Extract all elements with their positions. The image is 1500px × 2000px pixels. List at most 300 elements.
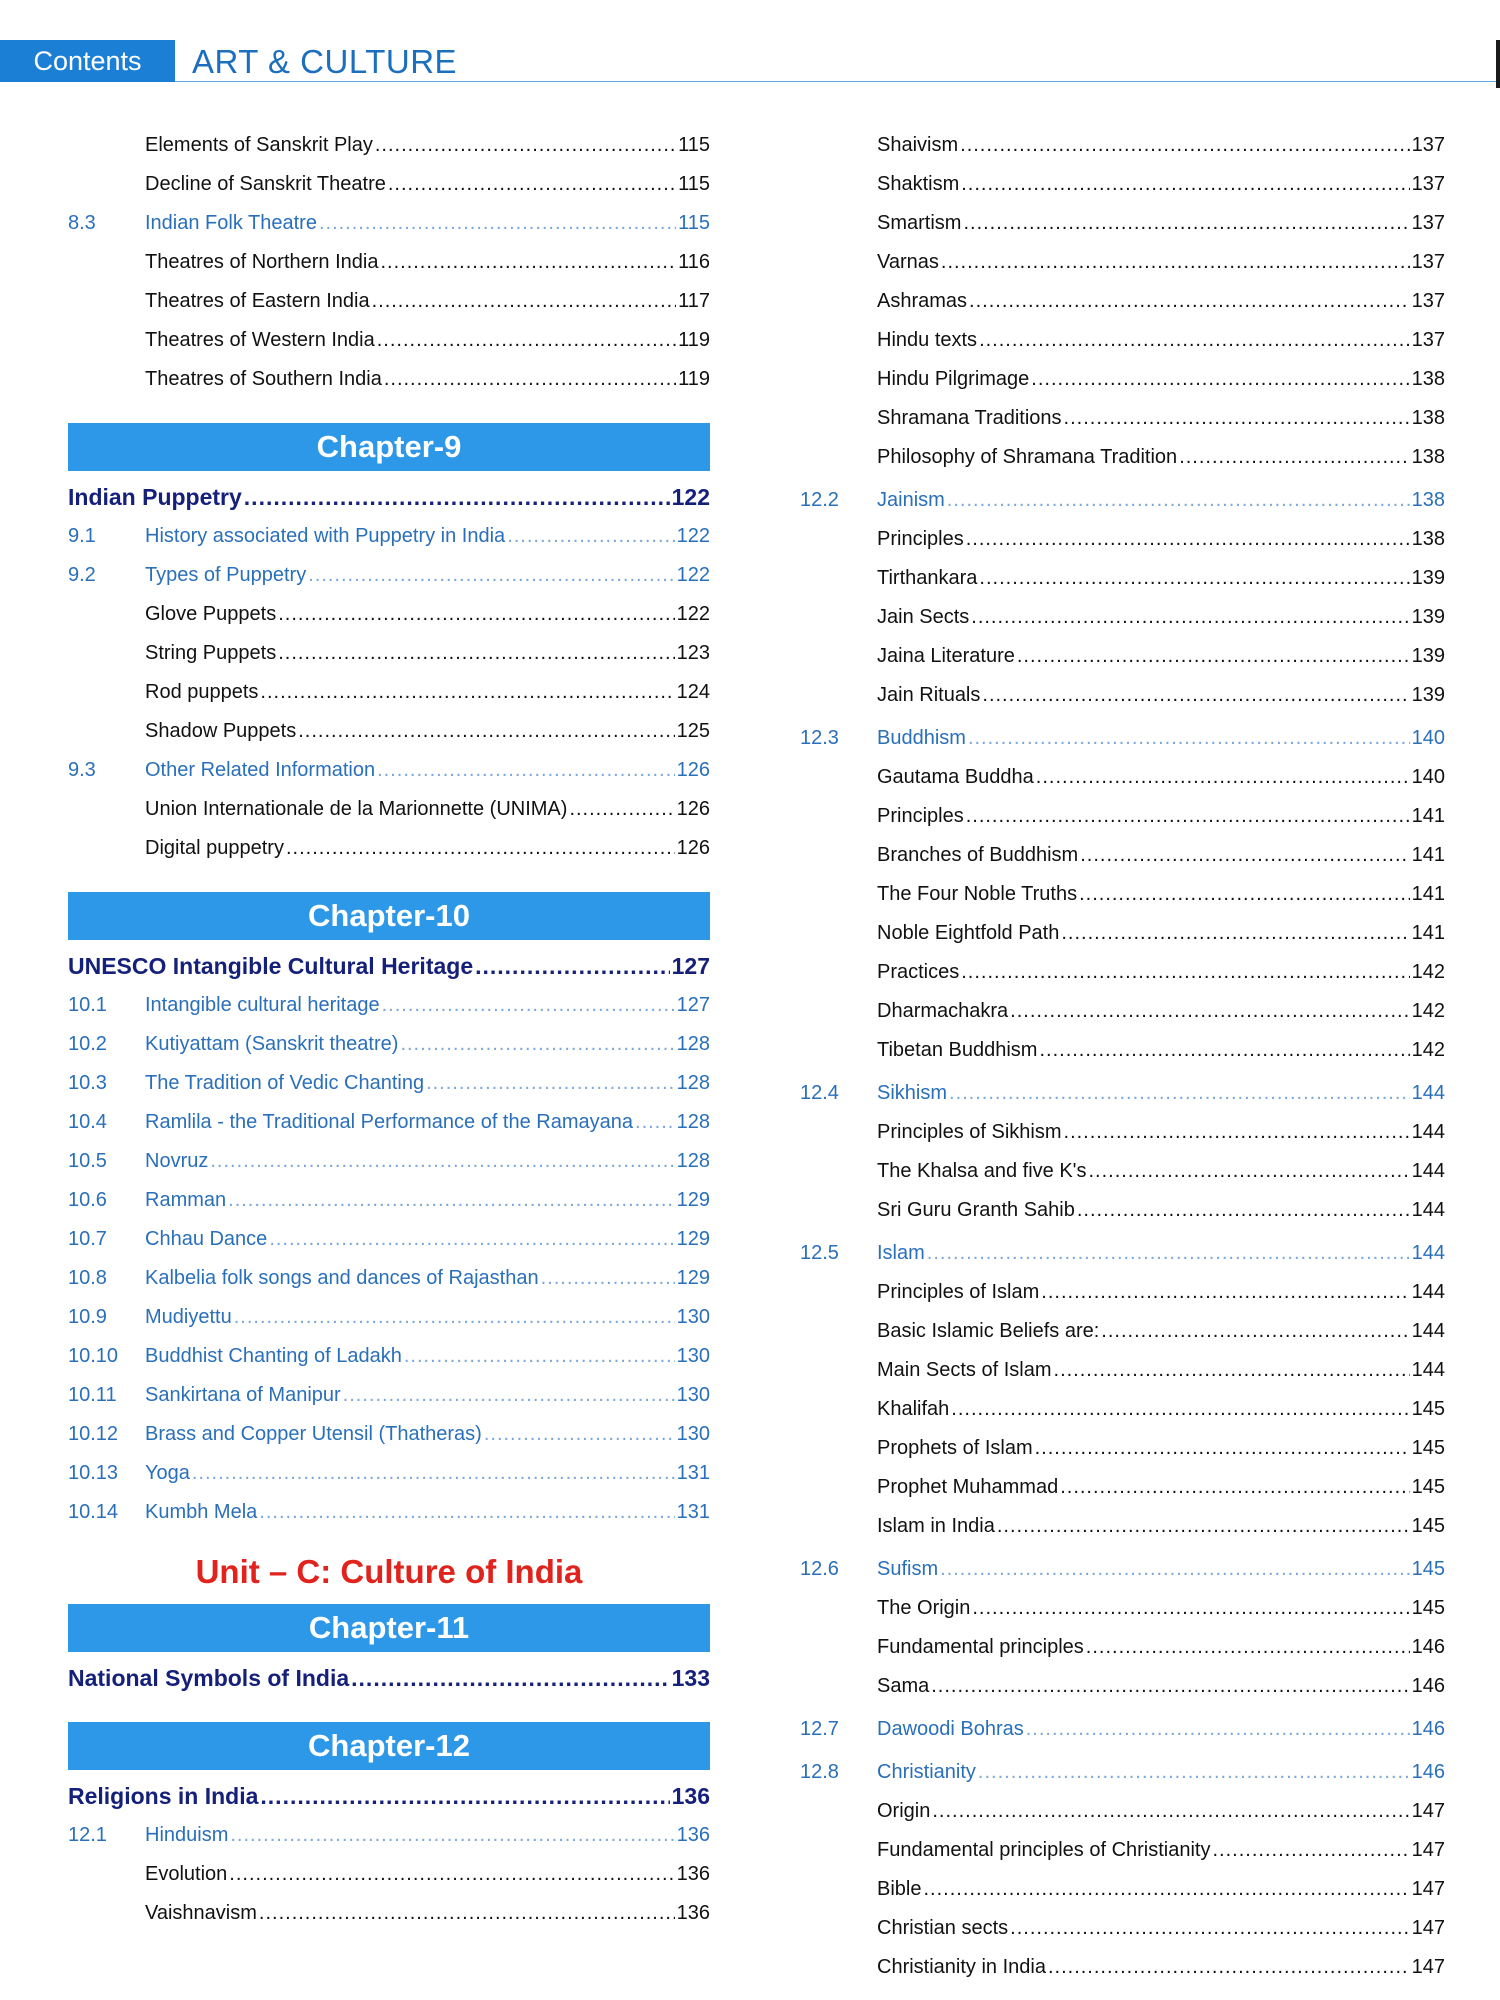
toc-section-entry[interactable] (800, 1234, 1445, 1273)
toc-entry-page-number: 138 (1411, 446, 1445, 468)
toc-item-entry[interactable] (68, 595, 710, 634)
toc-entry-title: Shaivism (877, 134, 959, 156)
toc-section-entry[interactable] (68, 1337, 710, 1376)
toc-chapter-entry[interactable] (68, 477, 710, 517)
toc-item-entry[interactable] (800, 1273, 1445, 1312)
toc-item-entry[interactable] (800, 797, 1445, 836)
toc-entry-page-number: 136 (671, 1783, 710, 1809)
toc-entry-page-number: 136 (676, 1902, 710, 1924)
dot-leader (569, 790, 674, 829)
dot-leader (1064, 1113, 1410, 1152)
dot-leader (244, 477, 670, 517)
dot-leader (979, 321, 1410, 360)
dot-leader (259, 1493, 674, 1532)
dot-leader (960, 126, 1409, 165)
dot-leader (319, 204, 676, 243)
toc-item-entry[interactable] (68, 1894, 710, 1933)
toc-entry-number: 10.10 (68, 1345, 119, 1367)
toc-entry-title: Theatres of Western India (145, 329, 375, 351)
dot-leader (968, 719, 1410, 758)
toc-entry-page-number: 138 (1411, 368, 1445, 390)
dot-leader (1089, 1152, 1410, 1191)
toc-entry-title: Fundamental principles of Christianity (877, 1839, 1211, 1861)
toc-section-entry[interactable] (800, 1753, 1445, 1792)
toc-entry-page-number: 141 (1411, 883, 1445, 905)
toc-entry-number: 10.6 (68, 1189, 107, 1211)
dot-leader (351, 1658, 669, 1698)
toc-section-entry[interactable] (68, 1415, 710, 1454)
dot-leader (947, 481, 1410, 520)
toc-item-entry[interactable] (800, 559, 1445, 598)
toc-entry-title: Christianity (877, 1761, 976, 1783)
toc-entry-page-number: 142 (1411, 961, 1445, 983)
toc-entry-page-number: 137 (1411, 329, 1445, 351)
toc-section-entry[interactable] (68, 204, 710, 243)
toc-section-entry[interactable] (68, 1142, 710, 1181)
dot-leader (1036, 758, 1410, 797)
toc-block-chapter-10 (68, 946, 710, 1532)
page-edge-mark (1496, 40, 1500, 88)
toc-entry-title: Christianity in India (877, 1956, 1046, 1978)
toc-entry-title: Philosophy of Shramana Tradition (877, 446, 1178, 468)
toc-entry-page-number: 137 (1411, 251, 1445, 273)
toc-item-entry[interactable] (800, 1909, 1445, 1948)
toc-entry-title: Christian sects (877, 1917, 1009, 1939)
toc-entry-page-number: 119 (678, 329, 710, 351)
toc-section-entry[interactable] (68, 751, 710, 790)
dot-leader (234, 1298, 675, 1337)
toc-item-entry[interactable] (68, 673, 710, 712)
toc-section-entry[interactable] (68, 1454, 710, 1493)
toc-item-entry[interactable] (800, 1831, 1445, 1870)
toc-entry-title: Kumbh Mela (145, 1501, 258, 1523)
toc-entry-page-number: 145 (1411, 1476, 1445, 1498)
toc-chapter-entry[interactable] (68, 1658, 710, 1698)
toc-entry-title: Hinduism (145, 1824, 229, 1846)
toc-section-entry[interactable] (800, 719, 1445, 758)
toc-item-entry[interactable] (800, 360, 1445, 399)
toc-item-entry[interactable] (800, 875, 1445, 914)
dot-leader (1054, 1351, 1410, 1390)
dot-leader (1039, 1031, 1409, 1070)
toc-item-entry[interactable] (800, 399, 1445, 438)
book-title: ART & CULTURE (192, 43, 458, 80)
toc-entry-page-number: 145 (1411, 1558, 1445, 1580)
dot-leader (1080, 836, 1409, 875)
toc-entry-page-number: 129 (676, 1189, 710, 1211)
toc-entry-page-number: 147 (1411, 1917, 1445, 1939)
toc-section-entry[interactable] (68, 1064, 710, 1103)
toc-entry-number: 9.3 (68, 759, 96, 781)
dot-leader (1041, 1273, 1409, 1312)
dot-leader (377, 321, 676, 360)
toc-item-entry[interactable] (800, 1468, 1445, 1507)
toc-entry-page-number: 115 (678, 173, 710, 195)
dot-leader (932, 1792, 1409, 1831)
dot-leader (278, 634, 674, 673)
toc-entry-title: Evolution (145, 1863, 228, 1885)
toc-entry-title: Khalifah (877, 1398, 950, 1420)
dot-leader (228, 1181, 674, 1220)
toc-item-entry[interactable] (68, 712, 710, 751)
toc-entry-page-number: 116 (678, 251, 710, 273)
toc-entry-page-number: 142 (1411, 1039, 1445, 1061)
toc-entry-title: Branches of Buddhism (877, 844, 1079, 866)
toc-section-entry[interactable] (68, 1103, 710, 1142)
toc-entry-page-number: 125 (676, 720, 710, 742)
toc-item-entry[interactable] (800, 126, 1445, 165)
toc-item-entry[interactable] (800, 637, 1445, 676)
toc-entry-title: Jaina Literature (877, 645, 1015, 667)
toc-item-entry[interactable] (800, 243, 1445, 282)
toc-entry-title: The Tradition of Vedic Chanting (145, 1072, 425, 1094)
toc-entry-page-number: 145 (1411, 1597, 1445, 1619)
toc-chapter-entry[interactable] (68, 1776, 710, 1816)
dot-leader (923, 1870, 1409, 1909)
toc-entry-page-number: 139 (1411, 606, 1445, 628)
toc-item-entry[interactable] (800, 598, 1445, 637)
toc-entry-title: Islam in India (877, 1515, 995, 1537)
toc-item-entry[interactable] (800, 1191, 1445, 1230)
toc-item-entry[interactable] (68, 321, 710, 360)
toc-entry-title: Sri Guru Granth Sahib (877, 1199, 1075, 1221)
dot-leader (963, 204, 1409, 243)
toc-entry-number: 10.13 (68, 1462, 119, 1484)
toc-entry-title: Principles of Sikhism (877, 1121, 1062, 1143)
toc-entry-page-number: 122 (676, 525, 710, 547)
toc-entry-title: UNESCO Intangible Cultural Heritage (68, 953, 474, 979)
dot-leader (426, 1064, 675, 1103)
toc-item-entry[interactable] (68, 165, 710, 204)
toc-entry-title: Ashramas (877, 290, 968, 312)
dot-leader (1035, 1429, 1410, 1468)
toc-entry-title: Practices (877, 961, 960, 983)
toc-section-entry[interactable] (68, 556, 710, 595)
toc-section-entry[interactable] (68, 1025, 710, 1064)
toc-item-entry[interactable] (800, 1351, 1445, 1390)
toc-entry-title: The Origin (877, 1597, 971, 1619)
toc-entry-title: Theatres of Eastern India (145, 290, 370, 312)
toc-block-chapter-9 (68, 477, 710, 868)
dot-leader (260, 673, 674, 712)
toc-entry-title: Shadow Puppets (145, 720, 297, 742)
toc-item-entry[interactable] (800, 282, 1445, 321)
toc-entry-page-number: 124 (676, 681, 710, 703)
toc-entry-number: 10.9 (68, 1306, 107, 1328)
toc-entry-number: 10.12 (68, 1423, 119, 1445)
toc-entry-page-number: 136 (676, 1824, 710, 1846)
unit-heading: Unit – C: Culture of India (195, 1553, 583, 1590)
toc-entry-title: Elements of Sanskrit Play (145, 134, 373, 156)
dot-leader (979, 559, 1409, 598)
toc-entry-page-number: 147 (1411, 1839, 1445, 1861)
toc-entry-title: Vaishnavism (145, 1902, 257, 1924)
toc-item-entry[interactable] (800, 992, 1445, 1031)
toc-entry-page-number: 122 (676, 564, 710, 586)
toc-entry-title: Theatres of Southern India (145, 368, 382, 390)
toc-entry-title: Noble Eightfold Path (877, 922, 1060, 944)
dot-leader (384, 360, 676, 399)
dot-leader (1010, 992, 1409, 1031)
toc-entry-title: Mudiyettu (145, 1306, 232, 1328)
dot-leader (298, 712, 674, 751)
dot-leader (1026, 1710, 1410, 1749)
toc-entry-page-number: 145 (1411, 1398, 1445, 1420)
chapter-11-bar: Chapter-11 (68, 1604, 710, 1652)
toc-item-entry[interactable] (68, 634, 710, 673)
toc-section-entry[interactable] (68, 1816, 710, 1855)
toc-item-entry[interactable] (800, 165, 1445, 204)
toc-entry-page-number: 144 (1411, 1242, 1445, 1264)
toc-entry-title: Main Sects of Islam (877, 1359, 1052, 1381)
toc-entry-page-number: 128 (676, 1072, 710, 1094)
toc-block-chapter-12 (68, 1776, 710, 1933)
toc-entry-number: 12.8 (800, 1761, 839, 1783)
toc-item-entry[interactable] (800, 438, 1445, 477)
toc-item-entry[interactable] (800, 321, 1445, 360)
dot-leader (951, 1390, 1409, 1429)
toc-item-entry[interactable] (800, 1152, 1445, 1191)
chapter-9-bar: Chapter-9 (68, 423, 710, 471)
toc-entry-number: 9.2 (68, 564, 96, 586)
chapter-10-bar: Chapter-10 (68, 892, 710, 940)
toc-entry-page-number: 128 (676, 1150, 710, 1172)
dot-leader (982, 676, 1409, 715)
toc-section-entry[interactable] (68, 1181, 710, 1220)
toc-entry-title: Prophet Muhammad (877, 1476, 1059, 1498)
toc-entry-title: Jain Sects (877, 606, 970, 628)
dot-leader (541, 1259, 675, 1298)
toc-entry-title: History associated with Puppetry in India (145, 525, 506, 547)
toc-entry-title: Types of Puppetry (145, 564, 307, 586)
toc-section-entry[interactable] (68, 986, 710, 1025)
left-column (68, 126, 710, 1933)
toc-entry-title: Hindu texts (877, 329, 978, 351)
toc-entry-number: 12.6 (800, 1558, 839, 1580)
toc-entry-page-number: 119 (678, 368, 710, 390)
toc-entry-number: 10.4 (68, 1111, 107, 1133)
toc-item-entry[interactable] (68, 1855, 710, 1894)
dot-leader (1048, 1948, 1410, 1987)
toc-entry-title: Origin (877, 1800, 931, 1822)
dot-leader (961, 165, 1409, 204)
toc-entry-page-number: 122 (676, 603, 710, 625)
toc-entry-title: Sikhism (877, 1082, 948, 1104)
dot-leader (966, 797, 1410, 836)
toc-item-entry[interactable] (800, 676, 1445, 715)
toc-entry-number: 8.3 (68, 212, 96, 234)
toc-item-entry[interactable] (800, 1312, 1445, 1351)
toc-entry-title: Tirthankara (877, 567, 978, 589)
dot-leader (635, 1103, 675, 1142)
toc-item-entry[interactable] (800, 1948, 1445, 1987)
toc-entry-title: Union Internationale de la Marionnette (UNIMA) (145, 798, 568, 820)
toc-entry-page-number: 145 (1411, 1437, 1445, 1459)
toc-entry-page-number: 146 (1411, 1636, 1445, 1658)
dot-leader (927, 1234, 1410, 1273)
dot-leader (1010, 1909, 1409, 1948)
toc-block-chapter-8-continued (68, 126, 710, 399)
toc-section-entry[interactable] (800, 1550, 1445, 1589)
toc-item-entry[interactable] (800, 836, 1445, 875)
toc-item-entry[interactable] (800, 1870, 1445, 1909)
toc-entry-title: Decline of Sanskrit Theatre (145, 173, 386, 195)
toc-entry-title: Buddhist Chanting of Ladakh (145, 1345, 402, 1367)
toc-entry-title: Other Related Information (145, 759, 376, 781)
toc-entry-number: 10.14 (68, 1501, 119, 1523)
toc-entry-page-number: 115 (678, 212, 710, 234)
toc-section-entry[interactable] (68, 1220, 710, 1259)
dot-leader (343, 1376, 675, 1415)
toc-item-entry[interactable] (800, 520, 1445, 559)
toc-item-entry[interactable] (800, 1507, 1445, 1546)
toc-entry-page-number: 123 (676, 642, 710, 664)
toc-entry-title: Ramman (145, 1189, 227, 1211)
dot-leader (507, 517, 674, 556)
toc-entry-title: Brass and Copper Utensil (Thatheras) (145, 1423, 482, 1445)
dot-leader (1017, 637, 1410, 676)
toc-entry-number: 12.1 (68, 1824, 107, 1846)
toc-entry-page-number: 144 (1411, 1121, 1445, 1143)
dot-leader (1179, 438, 1409, 477)
toc-item-entry[interactable] (68, 360, 710, 399)
header-rule (175, 81, 1500, 82)
toc-item-entry[interactable] (800, 1589, 1445, 1628)
toc-entry-page-number: 130 (676, 1384, 710, 1406)
toc-entry-number: 12.5 (800, 1242, 839, 1264)
toc-entry-title: Islam (877, 1242, 925, 1264)
toc-entry-title: Varnas (877, 251, 939, 273)
dot-leader (949, 1074, 1410, 1113)
toc-item-entry[interactable] (800, 953, 1445, 992)
toc-section-entry[interactable] (68, 517, 710, 556)
toc-entry-title: Jainism (877, 489, 945, 511)
toc-entry-page-number: 144 (1411, 1281, 1445, 1303)
toc-item-entry[interactable] (800, 914, 1445, 953)
toc-item-entry[interactable] (800, 1429, 1445, 1468)
toc-entry-title: Hindu Pilgrimage (877, 368, 1030, 390)
toc-item-entry[interactable] (800, 1113, 1445, 1152)
toc-entry-page-number: 130 (676, 1423, 710, 1445)
toc-chapter-entry[interactable] (68, 946, 710, 986)
toc-item-entry[interactable] (68, 282, 710, 321)
toc-entry-number: 10.8 (68, 1267, 107, 1289)
toc-entry-page-number: 142 (1411, 1000, 1445, 1022)
toc-item-entry[interactable] (800, 204, 1445, 243)
toc-item-entry[interactable] (800, 1792, 1445, 1831)
dot-leader (1061, 914, 1409, 953)
toc-entry-title: Gautama Buddha (877, 766, 1034, 788)
toc-item-entry[interactable] (68, 126, 710, 165)
dot-leader (1060, 1468, 1409, 1507)
dot-leader (971, 598, 1409, 637)
toc-entry-page-number: 129 (676, 1228, 710, 1250)
chapter-12-bar: Chapter-12 (68, 1722, 710, 1770)
dot-leader (1101, 1312, 1409, 1351)
dot-leader (931, 1667, 1409, 1706)
dot-leader (940, 1550, 1410, 1589)
toc-entry-title: Principles (877, 528, 964, 550)
dot-leader (1077, 1191, 1410, 1230)
toc-entry-title: Kalbelia folk songs and dances of Rajasthan (145, 1267, 539, 1289)
toc-entry-title: Religions in India (68, 1783, 259, 1809)
dot-leader (382, 986, 675, 1025)
toc-entry-number: 9.1 (68, 525, 96, 547)
toc-section-entry[interactable] (68, 1298, 710, 1337)
toc-entry-page-number: 126 (676, 759, 710, 781)
toc-item-entry[interactable] (800, 758, 1445, 797)
toc-entry-page-number: 138 (1411, 489, 1445, 511)
toc-entry-title: Kutiyattam (Sanskrit theatre) (145, 1033, 399, 1055)
toc-entry-page-number: 128 (676, 1111, 710, 1133)
toc-entry-page-number: 147 (1411, 1800, 1445, 1822)
toc-item-entry[interactable] (800, 1390, 1445, 1429)
toc-entry-title: Fundamental principles (877, 1636, 1084, 1658)
dot-leader (1213, 1831, 1410, 1870)
toc-entry-number: 12.3 (800, 727, 839, 749)
toc-section-entry[interactable] (68, 1259, 710, 1298)
toc-entry-page-number: 130 (676, 1345, 710, 1367)
toc-item-entry[interactable] (800, 1628, 1445, 1667)
toc-entry-title: Novruz (145, 1150, 209, 1172)
toc-entry-title: Prophets of Islam (877, 1437, 1033, 1459)
toc-entry-page-number: 145 (1411, 1515, 1445, 1537)
dot-leader (210, 1142, 674, 1181)
toc-entry-page-number: 137 (1411, 134, 1445, 156)
toc-entry-page-number: 137 (1411, 173, 1445, 195)
toc-item-entry[interactable] (68, 790, 710, 829)
toc-entry-number: 10.2 (68, 1033, 107, 1055)
toc-entry-page-number: 138 (1411, 528, 1445, 550)
toc-entry-number: 10.11 (68, 1384, 117, 1406)
toc-entry-title: Theatres of Northern India (145, 251, 379, 273)
toc-entry-page-number: 117 (678, 290, 710, 312)
dot-leader (269, 1220, 674, 1259)
dot-leader (961, 953, 1409, 992)
toc-entry-page-number: 115 (678, 134, 710, 156)
dot-leader (230, 1816, 674, 1855)
toc-entry-title: Chhau Dance (145, 1228, 268, 1250)
dot-leader (308, 556, 674, 595)
toc-section-entry[interactable] (800, 481, 1445, 520)
toc-item-entry[interactable] (800, 1031, 1445, 1070)
toc-entry-title: Ramlila - the Traditional Performance of the Ramayana (145, 1111, 634, 1133)
dot-leader (1064, 399, 1410, 438)
toc-entry-title: Shaktism (877, 173, 960, 195)
toc-entry-title: Sama (877, 1675, 930, 1697)
toc-item-entry[interactable] (68, 829, 710, 868)
right-column (800, 126, 1445, 1987)
toc-section-entry[interactable] (68, 1493, 710, 1532)
toc-entry-number: 10.5 (68, 1150, 107, 1172)
toc-entry-title: Shramana Traditions (877, 407, 1062, 429)
dot-leader (484, 1415, 675, 1454)
toc-entry-page-number: 141 (1411, 805, 1445, 827)
toc-section-entry[interactable] (800, 1074, 1445, 1113)
toc-entry-page-number: 139 (1411, 684, 1445, 706)
dot-leader (966, 520, 1410, 559)
toc-entry-title: Sankirtana of Manipur (145, 1384, 341, 1406)
toc-block-chapter-12-continued (800, 126, 1445, 1987)
toc-section-entry[interactable] (800, 1710, 1445, 1749)
dot-leader (1031, 360, 1409, 399)
toc-entry-page-number: 130 (676, 1306, 710, 1328)
toc-section-entry[interactable] (68, 1376, 710, 1415)
toc-item-entry[interactable] (68, 243, 710, 282)
toc-entry-title: The Khalsa and five K's (877, 1160, 1087, 1182)
toc-item-entry[interactable] (800, 1667, 1445, 1706)
dot-leader (375, 126, 676, 165)
